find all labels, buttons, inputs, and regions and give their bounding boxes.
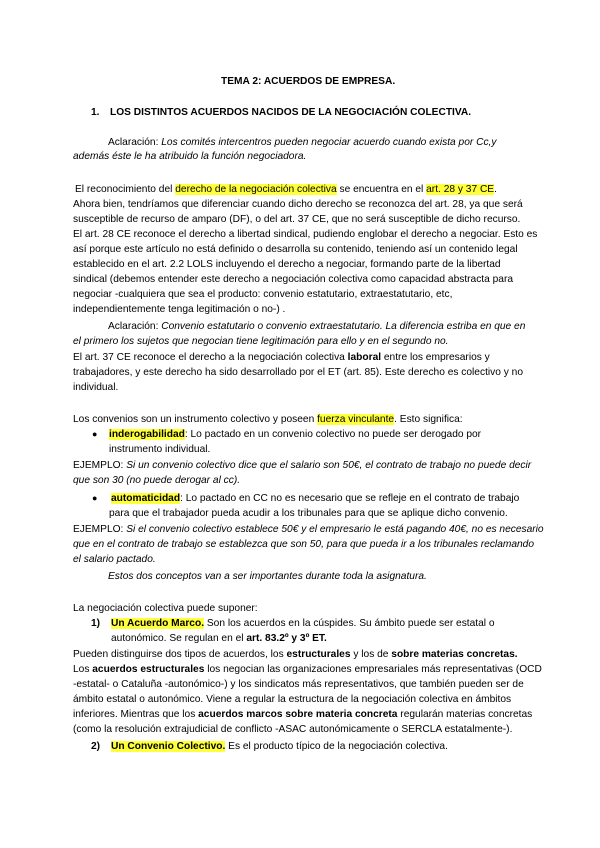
- paragraph-5-line-4: ámbito estatal o autonómico. Viene a regular la estructura de la negociación colectiva en ámbitos: [73, 694, 512, 705]
- paragraph-1-line-5: así porque este artículo no está definido o desarrolla su contenido, teniendo así un contenido legal: [73, 244, 518, 255]
- aclaracion-1-line-2: además éste le ha atribuido la función negociadora.: [73, 151, 307, 162]
- bullet-2-marker: ●: [92, 493, 98, 503]
- section-heading-number: 1.: [91, 107, 100, 118]
- paragraph-1-line-2: Ahora bien, tendríamos que diferenciar cuando dicho derecho se reconozca del art. 28, ya que será: [73, 199, 523, 210]
- paragraph-1-line-6: establecido en el art. 2.2 LOLS incluyendo el derecho a negociar, formando parte de la libertad: [73, 259, 501, 270]
- paragraph-1-line-9: independientemente tenga legitimación o no-) .: [73, 304, 286, 315]
- paragraph-2-line-3: individual.: [73, 382, 119, 393]
- highlight-convenio-colectivo: Un Convenio Colectivo.: [111, 741, 226, 752]
- paragraph-1-line-8: negociar -cualquiera que sea el producto: convenio estatutario, extraestatutario, etc,: [73, 289, 453, 300]
- ejemplo-1-line-2: que son 30 (no puede derogar al cc).: [73, 475, 241, 486]
- paragraph-1-line-4: El art. 28 CE reconoce el derecho a libertad sindical, pudiendo englobar el derecho a negociar. Esto es: [73, 229, 538, 240]
- bullet-2-line-1: automaticidad: Lo pactado en CC no es necesario que se refleje en el contrato de trabajo: [111, 493, 520, 504]
- bullet-2-line-2: para que el trabajador pueda acudir a los tribunales para que se aplique dicho convenio.: [109, 508, 508, 519]
- bullet-1-line-2: instrumento individual.: [109, 444, 211, 455]
- paragraph-2-line-1: El art. 37 CE reconoce el derecho a la negociación colectiva laboral entre los empresarios y: [73, 352, 490, 363]
- paragraph-4: La negociación colectiva puede suponer:: [73, 603, 258, 614]
- item-1-line-1: Un Acuerdo Marco. Son los acuerdos en la cúspides. Su ámbito puede ser estatal o: [111, 618, 495, 629]
- bullet-1-marker: ●: [92, 429, 98, 439]
- section-heading: LOS DISTINTOS ACUERDOS NACIDOS DE LA NEGOCIACIÓN COLECTIVA.: [110, 107, 472, 118]
- ejemplo-2-line-2: que en el contrato de trabajo se establezca que son 50, para que pueda ir a los tribunales reclamando: [73, 539, 535, 550]
- item-2-number: 2): [91, 741, 101, 752]
- item-1-number: 1): [91, 618, 101, 629]
- bullet-1-line-1: inderogabilidad: Lo pactado en un convenio colectivo no puede ser derogado por: [109, 429, 482, 440]
- paragraph-5-line-2: Los acuerdos estructurales los negocian las organizaciones empresariales más representativas (OCD: [73, 664, 542, 675]
- ejemplo-2-line-1: EJEMPLO: Si el convenio colectivo establece 50€ y el empresario le está pagando 40€, no es necesario: [73, 524, 544, 535]
- paragraph-5-line-1: Pueden distinguirse dos tipos de acuerdos, los estructurales y los de sobre materias concretas.: [73, 649, 518, 660]
- note-line: Estos dos conceptos van a ser importantes durante toda la asignatura.: [108, 571, 427, 582]
- ejemplo-1-line-1: EJEMPLO: Si un convenio colectivo dice que el salario son 50€, el contrato de trabajo no puede decir: [73, 460, 532, 471]
- aclaracion-1-line-1: Aclaración: Los comités intercentros pueden negociar acuerdo cuando exista por Cc,y: [108, 137, 497, 148]
- paragraph-2-line-2: trabajadores, y este derecho ha sido desarrollado por el ET (art. 85). Este derecho es colectivo y no: [73, 367, 524, 378]
- item-1-line-2: autonómico. Se regulan en el art. 83.2º y 3º ET.: [111, 633, 327, 644]
- highlight-articles: art. 28 y 37 CE: [426, 184, 495, 195]
- highlight-inderogabilidad: inderogabilidad: [109, 429, 185, 440]
- paragraph-5-line-6: (como la resolución extrajudicial de conflicto -ASAC autonómicamente o SERCLA estatalmente-).: [73, 724, 513, 735]
- highlight-fuerza-vinculante: fuerza vinculante: [317, 414, 395, 425]
- paragraph-3: Los convenios son un instrumento colectivo y poseen fuerza vinculante. Esto significa:: [73, 414, 463, 425]
- aclaracion-2-line-2: el primero los sujetos que negocian tiene legitimación para ello y en el segundo no.: [73, 336, 449, 347]
- paragraph-1-line-7: sindical (debemos entender este derecho a negociación colectiva como capacidad abstracta para: [73, 274, 514, 285]
- ejemplo-2-line-3: el salario pactado.: [73, 554, 156, 565]
- paragraph-5-line-5: inferiores. Mientras que los acuerdos marcos sobre materia concreta regularán materias concretas: [73, 709, 533, 720]
- paragraph-1-line-1: El reconocimiento del derecho de la negociación colectiva se encuentra en el art. 28 y 37 CE.: [75, 184, 497, 195]
- highlight-automaticidad: automaticidad: [111, 493, 181, 504]
- aclaracion-2-line-1: Aclaración: Convenio estatutario o convenio extraestatutario. La diferencia estriba en que en: [108, 321, 526, 332]
- document-title: TEMA 2: ACUERDOS DE EMPRESA.: [221, 76, 396, 87]
- item-2-line-1: Un Convenio Colectivo. Es el producto típico de la negociación colectiva.: [111, 741, 448, 752]
- highlight-acuerdo-marco: Un Acuerdo Marco.: [111, 618, 205, 629]
- paragraph-5-line-3: -estatal- o Cataluña -autonómico-) y los sindicatos más representativos, que también pueden ser de: [73, 679, 524, 690]
- highlight-derecho-negociacion: derecho de la negociación colectiva: [175, 184, 337, 195]
- paragraph-1-line-3: susceptible de recurso de amparo (DF), o del art. 37 CE, que no será susceptible de dicho recurso.: [73, 214, 521, 225]
